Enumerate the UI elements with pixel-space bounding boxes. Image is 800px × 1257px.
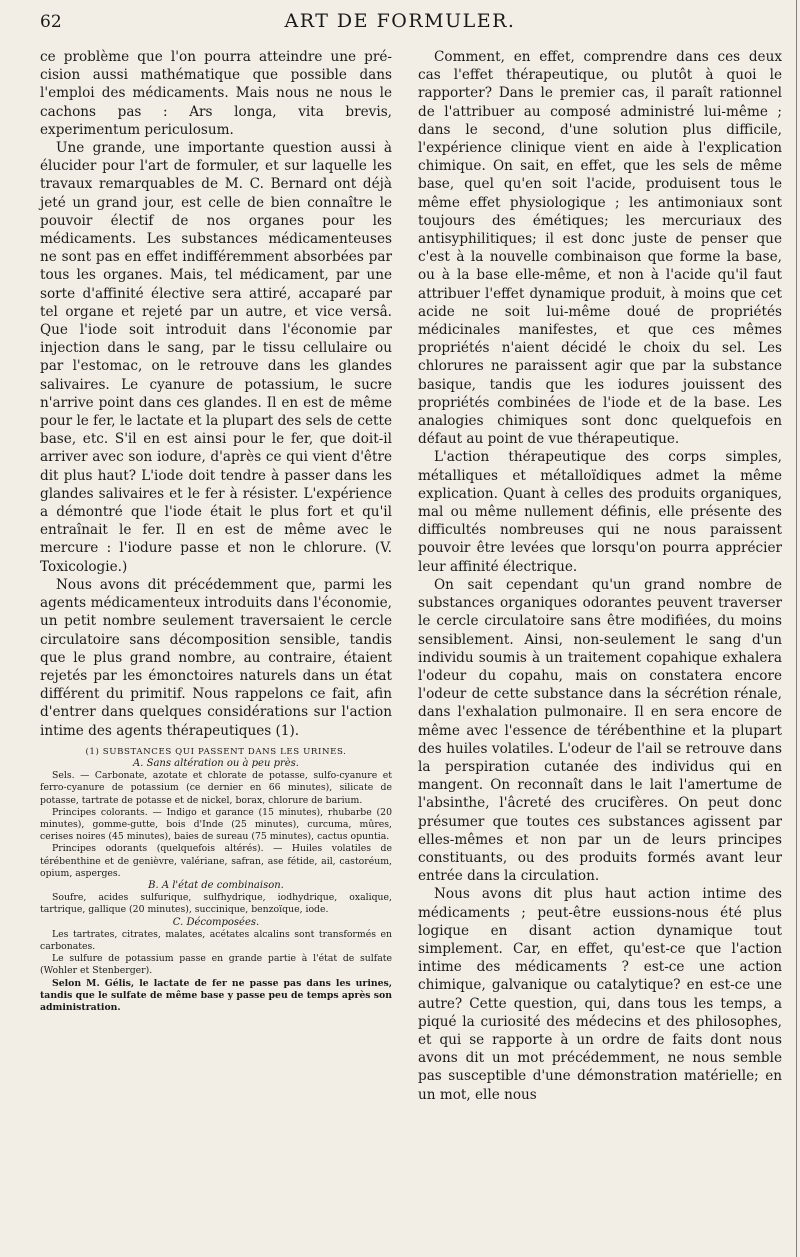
left-paragraph-1: ce problème que l'on pourra atteindre une pré-cision aussi mathématique que possible dans l'emploi des médicaments. Mais nous ne nous le cachons pas : Ars longa, vita brevis, experimentum periculosum. bbox=[40, 49, 392, 138]
footnote-paragraph: Les tartrates, citrates, malates, acétates alcalins sont transformés en carbonates. bbox=[40, 928, 392, 952]
footnote-paragraph: Soufre, acides sulfurique, sulfhydrique, iodhydrique, oxalique, tartrique, gallique (20 minutes), succinique, benzoïque, iode. bbox=[40, 892, 392, 916]
right-paragraph-4: Nous avons dit plus haut action intime des médicaments ; peut-être eussions-nous été plus logique en disant action dynamique tout simplement. Car, en effet, qu'est-ce que l'action intime des médicaments ? est-ce une action chimique, galvanique ou catalytique? en est-ce une autre? Cette question, qui, dans tous les temps, a piqué la curiosité des médecins et des philosophes, et qui se rapporte à un ordre de faits dont nous avons dit un mot précédemment, ne nous semble pas susceptible d'une démonstration matérielle; en un mot, elle nous bbox=[418, 886, 782, 1103]
left-column bbox=[40, 48, 392, 1014]
right-paragraph-2: L'action thérapeutique des corps simples, métalliques et métalloïdiques admet la même explication. Quant à celles des produits organiques, mal ou même nullement définis, elle présente des difficultés nombreuses qui ne nous paraissent pouvoir être levées que lorsqu'on pourra apprécier leur affinité électrique. bbox=[418, 449, 782, 575]
footnote bbox=[40, 746, 392, 1014]
footnote-paragraph: Selon M. Gélis, le lactate de fer ne passe pas dans les urines, tandis que le sulfate de même base y passe peu de temps après son administration. bbox=[40, 977, 392, 1013]
footnote-paragraph: Le sulfure de potassium passe en grande partie à l'état de sulfate (Wohler et Stenberger). bbox=[40, 953, 392, 977]
right-paragraph-3: On sait cependant qu'un grand nombre de substances organiques odorantes peuvent traverser le cercle circulatoire sans être modifiées, du moins sensiblement. Ainsi, non-seulement le sang d'un individu soumis à un traitement copahique exhalera l'odeur du copahu, mais on constatera encore l'odeur de cette substance dans la sécrétion rénale, dans l'exhalation pulmonaire. Il en sera encore de même avec l'essence de térébenthine et la plupart des huiles volatiles. L'odeur de l'ail se retrouve dans la perspiration cutanée des individus qui en mangent. On reconnaît dans le lait l'amertume de l'absinthe, l'âcreté des crucifères. On peut donc présumer que toutes ces substances agissent par elles-mêmes et non par un de leurs principes constituants, ou des produits formés avant leur entrée dans la circulation. bbox=[418, 576, 782, 885]
footnote-section-b: B. A l'état de combinaison. bbox=[148, 879, 284, 891]
right-paragraph-1: Comment, en effet, comprendre dans ces deux cas l'effet thérapeutique, ou plutôt à quoi le rapporter? Dans le premier cas, il paraît rationnel de l'attribuer au composé administré lui-même ; dans le second, d'une solution plus difficile, l'expérience clinique vient en aide à l'explication chimique. On sait, en effet, que les sels de même base, quel qu'en soit l'acide, produisent tous le même effet physiologique ; les antimoniaux sont toujours des émétiques; les mercuriaux des antisyphilitiques; il est donc juste de penser que c'est à la nouvelle combinaison que forme la base, ou à la base elle-même, et non à l'acide qu'il faut attribuer l'effet dynamique produit, à moins que cet acide ne soit lui-même doué de propriétés médicinales manifestes, et que ces mêmes propriétés n'aient décidé le choix du sel. Les chlorures ne paraissent agir que par la substance basique, tandis que les iodures jouissent des propriétés combinées de l'iode et de la base. Les analogies chimiques sont donc quelquefois en défaut au point de vue thérapeutique. bbox=[418, 49, 782, 448]
footnote-section-c: C. Décomposées. bbox=[172, 916, 260, 928]
footnote-paragraph: Sels. — Carbonate, azotate et chlorate de potasse, sulfo-cyanure et ferro-cyanure de potassium (ce dernier en 66 minutes), silicate de potasse, tartrate de potasse et de nickel, borax, chlorure de barium. bbox=[40, 770, 392, 806]
page-number: 62 bbox=[40, 12, 62, 32]
footnote-paragraph: Principes odorants (quelquefois altérés). — Huiles volatiles de térébenthine et de genièvre, valériane, safran, ase fétide, ail, castoréum, opium, asperges. bbox=[40, 843, 392, 879]
page-edge-rule bbox=[796, 0, 797, 1257]
left-paragraph-3: Nous avons dit précédemment que, parmi les agents médicamenteux introduits dans l'économie, un petit nombre seulement traversaient le cercle circulatoire sans décomposition sensible, tandis que le plus grand nombre, au contraire, étaient rejetés par les émonctoires naturels dans un état différent du primitif. Nous rappelons ce fait, afin d'entrer dans quelques considérations sur l'action intime des agents thérapeutiques (1). bbox=[40, 576, 392, 739]
footnote-paragraph: Principes colorants. — Indigo et garance (15 minutes), rhubarbe (20 minutes), gomme-gutte, bois d'Inde (25 minutes), curcuma, mûres, cerises noires (45 minutes), baies de sureau (75 minutes), cactus opuntia. bbox=[40, 806, 392, 843]
running-title: ART DE FORMULER. bbox=[284, 10, 516, 32]
footnote-title: (1) SUBSTANCES QUI PASSENT DANS LES URINES. bbox=[85, 746, 347, 757]
footnote-section-a: A. Sans altération ou à peu près. bbox=[133, 757, 299, 769]
left-paragraph-2: Une grande, une importante question aussi à élucider pour l'art de formuler, et sur laquelle les travaux remarquables de M. C. Bernard ont déjà jeté un grand jour, est celle de bien connaître le pouvoir électif de nos organes pour les médicaments. Les substances médicamenteuses ne sont pas en effet indifféremment absorbées par tous les organes. Mais, tel médicament, par une sorte d'affinité élective sera attiré, accaparé par tel organe et rejeté par un autre, et vice versâ. Que l'iode soit introduit dans l'économie par injection dans le sang, par le tissu cellulaire ou par l'estomac, on le retrouve dans les glandes salivaires. Le cyanure de potassium, le sucre n'arrive point dans ces glandes. Il en est de même pour le fer, le lactate et la plupart des sels de cette base, etc. S'il en est ainsi pour le fer, que doit-il arriver avec son iodure, d'après ce qui vient d'être dit plus haut? L'iode doit tendre à passer dans les glandes salivaires et le fer à résister. L'expérience a démontré que l'iode était le plus fort et qu'il entraînait le fer. Il en est de même avec le mercure : l'iodure passe et non le chlorure. (V. Toxicologie.) bbox=[40, 140, 392, 575]
right-column bbox=[418, 48, 782, 1104]
